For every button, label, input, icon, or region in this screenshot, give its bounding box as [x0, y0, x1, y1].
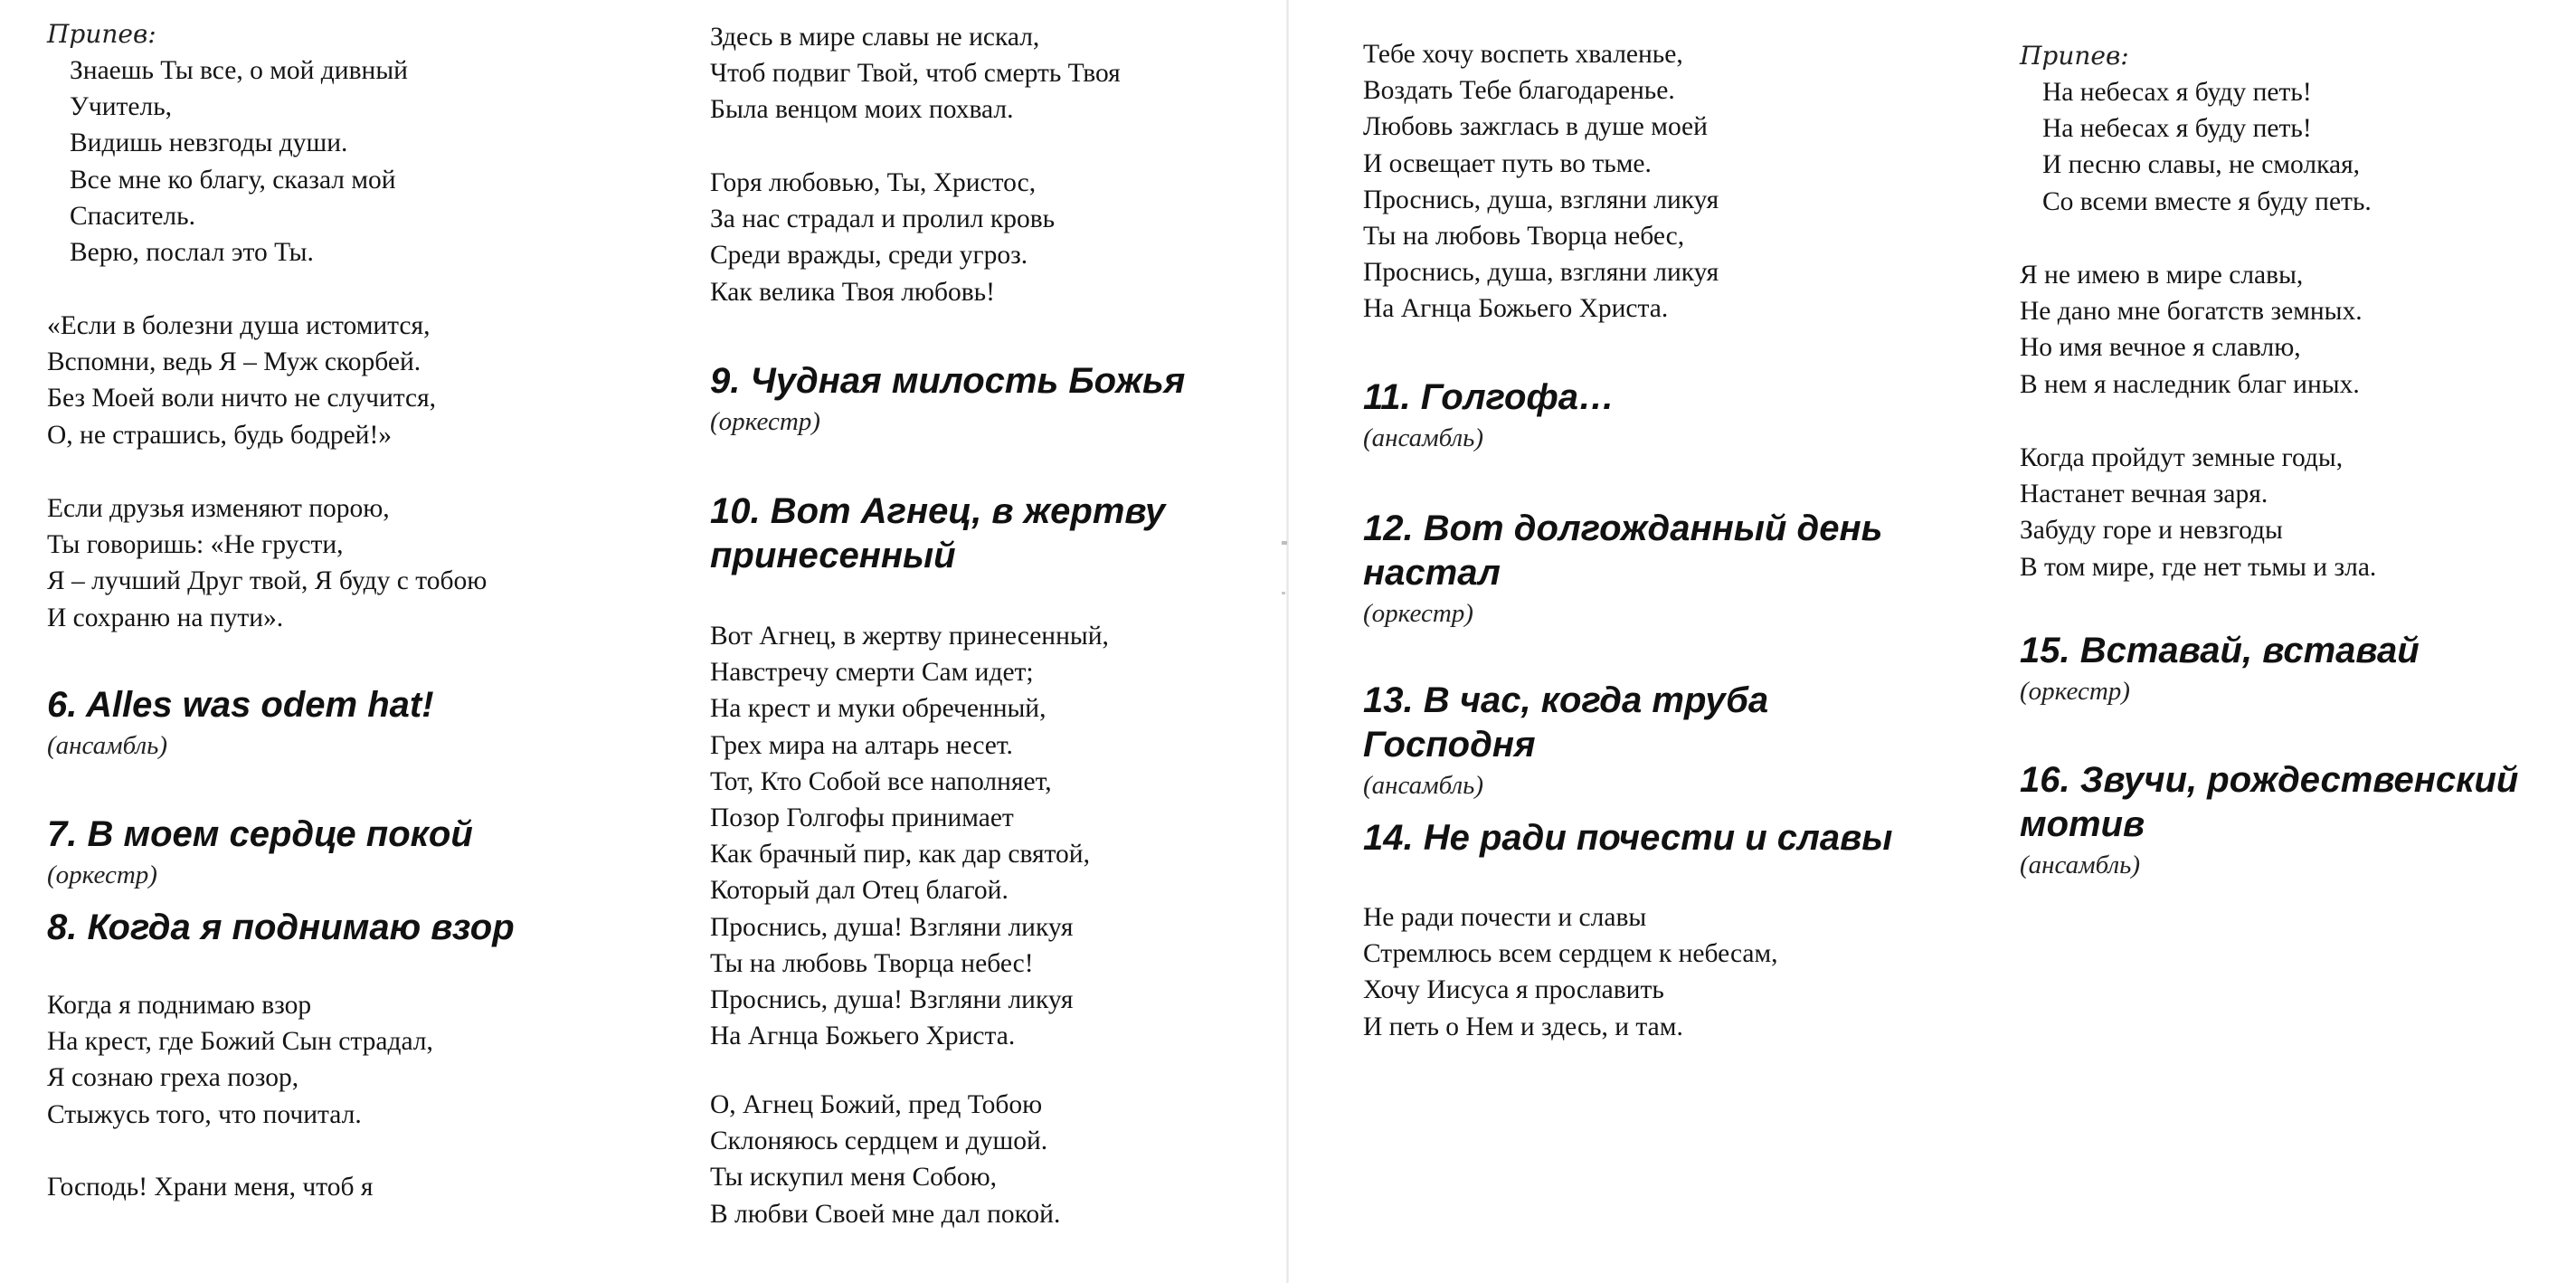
lyric-line: Настанет вечная заря. [2020, 480, 2268, 509]
lyric-line: О, Агнец Божий, пред Тобою [710, 1090, 1043, 1119]
lyric-line: Позор Голгофы принимает [710, 803, 1014, 833]
lyric-line: Грех мира на алтарь несет. [710, 730, 1013, 760]
column-1 [47, 0, 662, 1283]
lyric-line: Без Моей воли ничто не случится, [47, 384, 437, 413]
lyric-line: И песню славы, не смолкая, [2042, 150, 2361, 180]
lyric-line: Стремлюсь всем сердцем к небесам, [1363, 939, 1778, 969]
lyric-line: Проснись, душа, взгляни ликуя [1363, 185, 1719, 214]
verse-block [1363, 899, 1778, 1045]
lyric-line: Со всеми вместе я буду петь. [2042, 186, 2372, 216]
verse-block [1363, 36, 1719, 328]
lyric-line: Воздать Тебе благодаренье. [1363, 76, 1675, 106]
booklet-fold [1286, 0, 1289, 1283]
lyric-line: Учитель, [70, 92, 173, 122]
lyric-line: Здесь в мире славы не искал, [710, 23, 1040, 52]
lyric-line: «Если в болезни душа истомится, [47, 311, 431, 340]
scan-mark [1282, 592, 1285, 594]
lyric-line: Была венцом моих похвал. [710, 95, 1014, 125]
song-entry [710, 489, 1165, 578]
column-4 [2020, 0, 2562, 1283]
lyric-line: На небесах я буду петь! [2042, 78, 2312, 107]
song-title: 11. Голгофа… [1363, 377, 1615, 417]
lyric-line: Не ради почести и славы [1363, 903, 1647, 932]
lyric-line: На крест, где Божий Сын страдал, [47, 1027, 433, 1057]
lyric-line: Хочу Иисуса я прославить [1363, 975, 1664, 1005]
lyric-line: За нас страдал и пролил кровь [710, 204, 1056, 234]
scan-mark [1282, 541, 1287, 545]
verse-block [710, 1087, 1060, 1232]
lyric-line: На крест и муки обреченный, [710, 694, 1046, 724]
lyric-line: Проснись, душа! Взгляни ликуя [710, 985, 1074, 1015]
lyric-line: Тебе хочу воспеть хваленье, [1363, 40, 1683, 69]
song-title: 10. Вот Агнец, в жертву [710, 491, 1166, 531]
song-title: 6. Alles was odem hat! [47, 685, 434, 725]
chorus-block [47, 16, 408, 271]
lyric-line: Склоняюсь сердцем и душой. [710, 1126, 1048, 1156]
song-entry [2020, 758, 2518, 883]
lyric-line: Верю, послал это Ты. [70, 238, 314, 268]
lyric-line: О, не страшись, будь бодрей!» [47, 420, 393, 450]
verse-block [710, 165, 1055, 310]
song-entry [47, 683, 434, 764]
lyric-line: Не дано мне богатств земных. [2020, 297, 2363, 327]
lyric-line: Который дал Отец благой. [710, 876, 1009, 906]
song-title: 7. В моем сердце покой [47, 814, 473, 854]
lyric-line: На Агнца Божьего Христа. [1363, 294, 1669, 324]
song-performer: (оркестр) [2020, 677, 2130, 706]
lyric-line: На Агнца Божьего Христа. [710, 1022, 1016, 1051]
verse-block [47, 1169, 373, 1205]
lyric-line: Я не имею в мире славы, [2020, 261, 2304, 290]
lyric-line: Видишь невзгоды души. [70, 128, 348, 158]
lyric-line: И освещает путь во тьме. [1363, 148, 1652, 178]
chorus-label: Припев: [47, 19, 156, 49]
chorus-label: Припев: [2020, 41, 2129, 71]
lyric-line: Ты на любовь Творца небес, [1363, 222, 1685, 252]
song-title: 9. Чудная милость Божья [710, 361, 1186, 401]
lyric-line: Вот Агнец, в жертву принесенный, [710, 622, 1109, 651]
song-performer: (ансамбль) [1363, 423, 1484, 452]
lyric-line: Ты на любовь Творца небес! [710, 948, 1034, 978]
lyric-line: Как велика Твоя любовь! [710, 277, 995, 307]
song-performer: (ансамбль) [2020, 851, 2141, 879]
lyric-line: В нем я наследник благ иных. [2020, 369, 2360, 399]
song-title: 15. Вставай, вставай [2020, 631, 2420, 670]
lyric-line: Ты искупил меня Собою, [710, 1163, 998, 1193]
chorus-block [2020, 38, 2372, 220]
song-title: 8. Когда я поднимаю взор [47, 908, 515, 947]
song-entry [2020, 629, 2420, 709]
song-title: 16. Звучи, рождественский [2020, 760, 2519, 800]
song-performer: (оркестр) [710, 407, 820, 436]
song-title: 14. Не ради почести и славы [1363, 818, 1893, 858]
song-entry [710, 359, 1185, 440]
song-title: 13. В час, когда труба [1363, 680, 1769, 720]
lyric-line: Забуду горе и невзгоды [2020, 516, 2283, 546]
lyric-line: Когда я поднимаю взор [47, 991, 312, 1020]
song-performer: (ансамбль) [1363, 771, 1484, 800]
song-title: Господня [1363, 725, 1536, 765]
lyric-line: Тот, Кто Собой все наполняет, [710, 766, 1052, 796]
column-2 [710, 0, 1271, 1283]
lyric-line: В любви Своей мне дал покой. [710, 1199, 1061, 1229]
song-title: 12. Вот долгожданный день [1363, 508, 1883, 548]
verse-block [710, 618, 1109, 1054]
song-title: мотив [2020, 804, 2145, 844]
verse-block [47, 490, 487, 636]
lyric-line: Проснись, душа! Взгляни ликуя [710, 912, 1074, 942]
lyric-line: Как брачный пир, как дар святой, [710, 840, 1090, 870]
lyric-line: Спаситель. [70, 201, 195, 231]
song-entry [1363, 507, 1882, 632]
song-entry [1363, 816, 1892, 860]
lyric-line: Навстречу смерти Сам идет; [710, 658, 1034, 688]
lyric-line: Вспомни, ведь Я – Муж скорбей. [47, 347, 421, 377]
lyric-line: Среди вражды, среди угроз. [710, 241, 1028, 271]
lyric-line: Проснись, душа, взгляни ликуя [1363, 258, 1719, 288]
verse-block [710, 19, 1121, 128]
song-performer: (оркестр) [1363, 599, 1473, 628]
verse-block [47, 987, 433, 1133]
song-performer: (ансамбль) [47, 731, 168, 760]
lyric-line: Все мне ко благу, сказал мой [70, 165, 396, 195]
lyric-line: Но имя вечное я славлю, [2020, 333, 2301, 363]
lyric-line: Знаешь Ты все, о мой дивный [70, 56, 408, 85]
verse-block [47, 308, 436, 453]
song-title: принесенный [710, 536, 956, 575]
lyric-line: Я сознаю греха позор, [47, 1063, 299, 1093]
lyric-line: Если друзья изменяют порою, [47, 494, 390, 523]
lyric-line: И петь о Нем и здесь, и там. [1363, 1012, 1683, 1041]
song-entry [47, 906, 515, 950]
song-entry [1363, 679, 1768, 803]
lyric-line: На небесах я буду петь! [2042, 114, 2312, 144]
lyric-line: Горя любовью, Ты, Христос, [710, 168, 1037, 197]
lyric-line: В том мире, где нет тьмы и зла. [2020, 552, 2377, 582]
song-performer: (оркестр) [47, 860, 157, 889]
verse-block [2020, 257, 2363, 403]
lyric-line: Господь! Храни меня, чтоб я [47, 1173, 374, 1202]
column-3 [1363, 0, 1942, 1283]
lyric-line: Стыжусь того, что почитал. [47, 1099, 362, 1129]
lyric-line: И сохраню на пути». [47, 603, 284, 632]
verse-block [2020, 440, 2376, 585]
lyric-line: Чтоб подвиг Твой, чтоб смерть Твоя [710, 59, 1121, 89]
lyric-line: Любовь зажглась в душе моей [1363, 112, 1708, 142]
lyric-line: Когда пройдут земные годы, [2020, 443, 2344, 472]
lyric-line: Ты говоришь: «Не грусти, [47, 530, 344, 560]
song-entry [47, 813, 473, 893]
song-title: настал [1363, 553, 1501, 593]
lyric-line: Я – лучший Друг твой, Я буду с тобою [47, 566, 488, 596]
song-entry [1363, 375, 1615, 456]
